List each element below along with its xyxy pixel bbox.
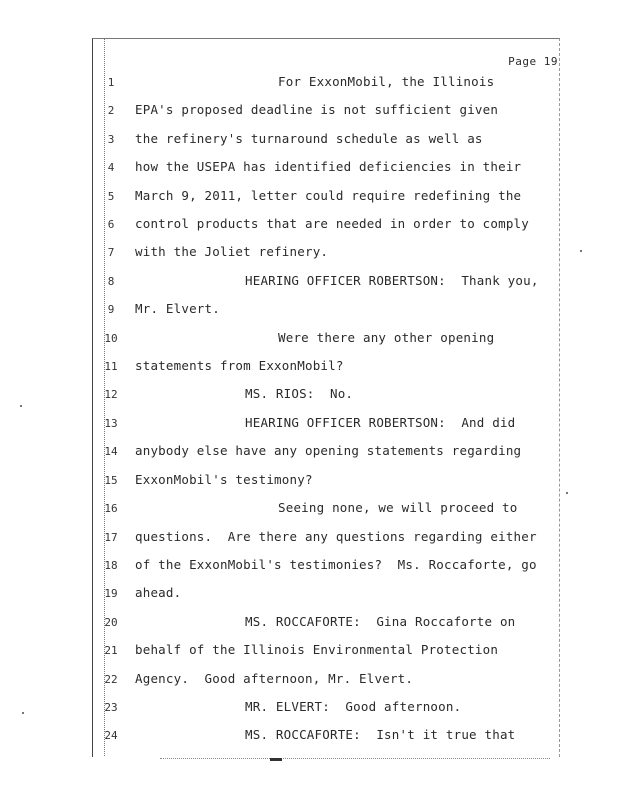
line-number: 14 xyxy=(104,445,118,458)
line-number: 15 xyxy=(104,474,118,487)
transcript-line: MS. ROCCAFORTE: Gina Roccaforte on xyxy=(245,614,516,629)
line-number: 20 xyxy=(104,616,118,629)
line-number: 18 xyxy=(104,559,118,572)
transcript-line: ExxonMobil's testimony? xyxy=(135,472,313,487)
scan-speck xyxy=(22,712,24,714)
transcript-line: HEARING OFFICER ROBERTSON: Thank you, xyxy=(245,273,539,288)
line-number: 7 xyxy=(107,246,115,259)
transcript-line: Agency. Good afternoon, Mr. Elvert. xyxy=(135,671,414,686)
transcript-line: For ExxonMobil, the Illinois xyxy=(278,74,495,89)
line-number: 9 xyxy=(107,303,115,316)
transcript-line: Were there any other opening xyxy=(278,330,495,345)
line-number: 10 xyxy=(104,332,118,345)
scan-speck xyxy=(566,492,568,494)
line-number: 13 xyxy=(104,417,118,430)
line-number: 19 xyxy=(104,587,118,600)
line-number: 12 xyxy=(104,388,118,401)
scan-speck xyxy=(20,405,22,407)
transcript-line: Seeing none, we will proceed to xyxy=(278,500,518,515)
transcript-line: MS. RIOS: No. xyxy=(245,386,354,401)
scan-speck xyxy=(580,250,582,252)
line-number: 6 xyxy=(107,218,115,231)
bottom-scan-artifact xyxy=(160,758,550,759)
line-number: 17 xyxy=(104,531,118,544)
line-number: 22 xyxy=(104,673,118,686)
transcript-line: with the Joliet refinery. xyxy=(135,244,329,259)
transcript-line: behalf of the Illinois Environmental Protection xyxy=(135,642,499,657)
transcript-line: statements from ExxonMobil? xyxy=(135,358,344,373)
scan-speck xyxy=(270,758,282,761)
line-number: 21 xyxy=(104,644,118,657)
line-number: 1 xyxy=(107,76,115,89)
transcript-line: EPA's proposed deadline is not sufficient given xyxy=(135,102,499,117)
transcript-line: questions. Are there any questions regarding either xyxy=(135,529,537,544)
line-number: 5 xyxy=(107,190,115,203)
page-number: Page 19 xyxy=(508,55,558,68)
line-number: 11 xyxy=(104,360,118,373)
line-number: 4 xyxy=(107,161,115,174)
line-number: 8 xyxy=(107,275,115,288)
transcript-line: Mr. Elvert. xyxy=(135,301,220,316)
transcript-line: of the ExxonMobil's testimonies? Ms. Roccaforte, go xyxy=(135,557,537,572)
transcript-line: March 9, 2011, letter could require redefining the xyxy=(135,188,522,203)
line-number: 3 xyxy=(107,133,115,146)
transcript-line: ahead. xyxy=(135,585,182,600)
line-number: 24 xyxy=(104,729,118,742)
line-number: 23 xyxy=(104,701,118,714)
transcript-line: how the USEPA has identified deficiencies in their xyxy=(135,159,522,174)
transcript-line: the refinery's turnaround schedule as well as xyxy=(135,131,483,146)
transcript-line: HEARING OFFICER ROBERTSON: And did xyxy=(245,415,516,430)
line-number: 2 xyxy=(107,104,115,117)
transcript-line: MR. ELVERT: Good afternoon. xyxy=(245,699,462,714)
line-number: 16 xyxy=(104,502,118,515)
transcript-line: control products that are needed in order to comply xyxy=(135,216,530,231)
transcript-line: MS. ROCCAFORTE: Isn't it true that xyxy=(245,727,516,742)
transcript-line: anybody else have any opening statements regarding xyxy=(135,443,522,458)
